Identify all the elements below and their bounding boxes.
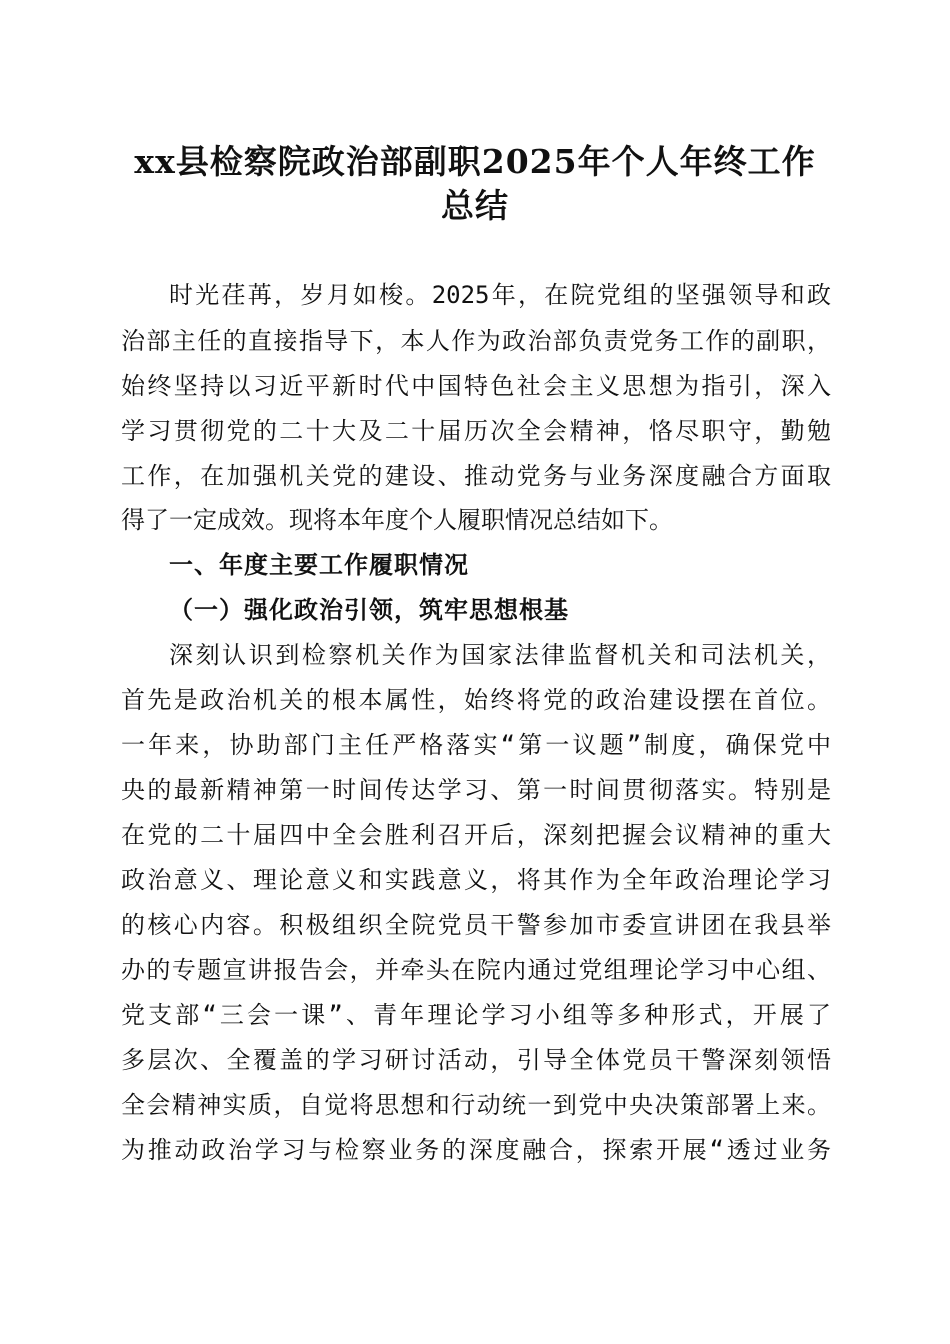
body-line: 办的专题宣讲报告会，并牵头在院内通过党组理论学习中心组、 bbox=[121, 956, 831, 984]
body-line: 央的最新精神第一时间传达学习、第一时间贯彻落实。特别是 bbox=[121, 776, 831, 804]
body-line: 多层次、全覆盖的学习研讨活动，引导全体党员干警深刻领悟 bbox=[121, 1046, 831, 1074]
intro-line: 时光荏苒，岁月如梭。2025年，在院党组的坚强领导和政 bbox=[169, 281, 831, 309]
intro-line: 治部主任的直接指导下，本人作为政治部负责党务工作的副职， bbox=[121, 327, 831, 355]
intro-line: 始终坚持以习近平新时代中国特色社会主义思想为指引，深入 bbox=[121, 372, 831, 400]
subsection-heading-1: （一）强化政治引领，筑牢思想根基 bbox=[169, 595, 569, 624]
section-heading-1: 一、年度主要工作履职情况 bbox=[169, 551, 469, 579]
body-line: 的核心内容。积极组织全院党员干警参加市委宣讲团在我县举 bbox=[121, 911, 831, 939]
document-title-line-2: 总结 bbox=[441, 186, 509, 225]
body-line: 党支部“三会一课”、青年理论学习小组等多种形式，开展了 bbox=[121, 1001, 831, 1029]
body-line: 首先是政治机关的根本属性，始终将党的政治建设摆在首位。 bbox=[121, 686, 831, 714]
body-line: 政治意义、理论意义和实践意义，将其作为全年政治理论学习 bbox=[121, 866, 831, 894]
document-title-line-1: xx县检察院政治部副职2025年个人年终工作 bbox=[134, 142, 816, 181]
body-line: 全会精神实质，自觉将思想和行动统一到党中央决策部署上来。 bbox=[121, 1091, 831, 1119]
body-line: 一年来，协助部门主任严格落实“第一议题”制度，确保党中 bbox=[121, 731, 831, 759]
intro-line: 工作，在加强机关党的建设、推动党务与业务深度融合方面取 bbox=[121, 462, 831, 490]
body-line: 为推动政治学习与检察业务的深度融合，探索开展“透过业务 bbox=[121, 1136, 831, 1164]
intro-line: 学习贯彻党的二十大及二十届历次全会精神，恪尽职守，勤勉 bbox=[121, 417, 831, 445]
body-line: 深刻认识到检察机关作为国家法律监督机关和司法机关， bbox=[169, 641, 831, 669]
body-line: 在党的二十届四中全会胜利召开后，深刻把握会议精神的重大 bbox=[121, 821, 831, 849]
intro-line: 得了一定成效。现将本年度个人履职情况总结如下。 bbox=[121, 506, 673, 534]
